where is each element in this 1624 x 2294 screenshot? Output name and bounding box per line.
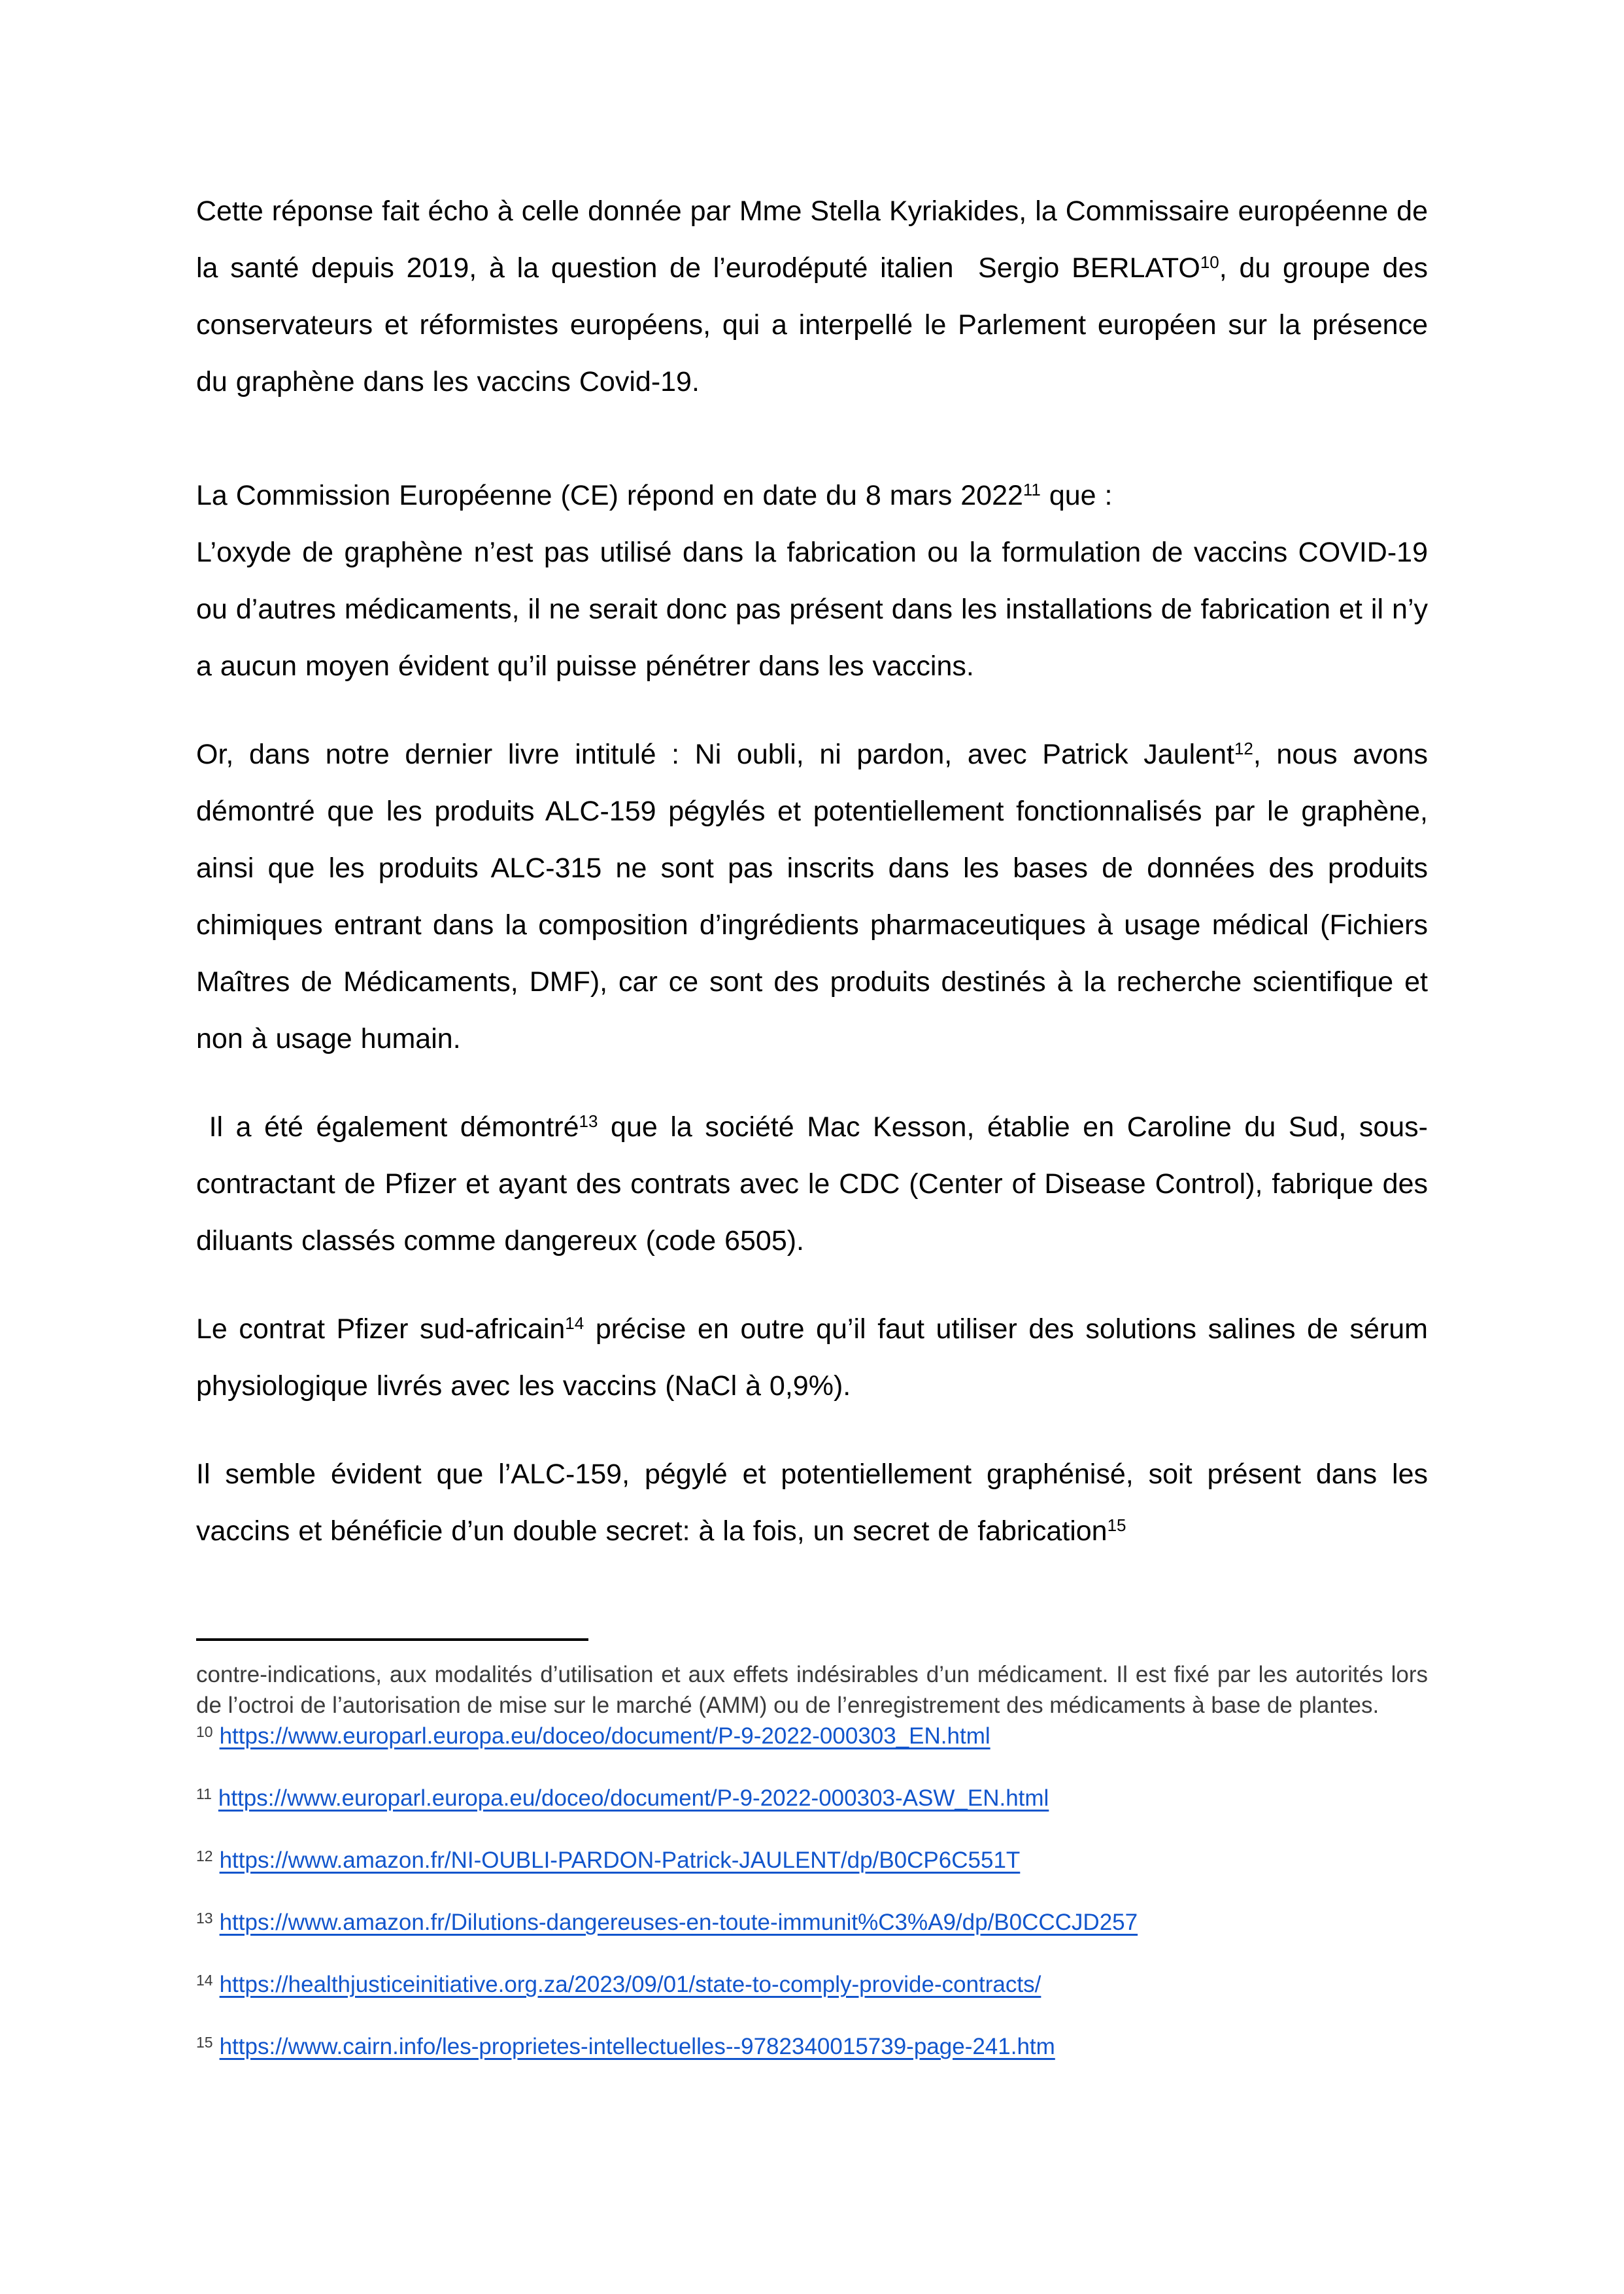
footnote-item-15 bbox=[196, 2031, 1428, 2062]
footnote-ref-10: 10 bbox=[1200, 252, 1219, 272]
footnote-link-15[interactable]: https://www.cairn.info/les-proprietes-intellectuelles--9782340015739-page-241.htm bbox=[219, 2034, 1055, 2059]
footnote-item-14 bbox=[196, 1969, 1428, 2000]
footnote-ref-15: 15 bbox=[1107, 1515, 1126, 1535]
footnote-item-12 bbox=[196, 1845, 1428, 1876]
footnote-link-12[interactable]: https://www.amazon.fr/NI-OUBLI-PARDON-Patrick-JAULENT/dp/B0CP6C551T bbox=[219, 1847, 1021, 1873]
footnote-number: 13 bbox=[196, 1909, 213, 1927]
footnote-item-10 bbox=[196, 1721, 1428, 1751]
paragraph-6-text: Il semble évident que l’ALC-159, pégylé et potentiellement graphénisé, soit présent dans les vaccins et bénéficie d’un double secret: à la fois, un secret de fabrication bbox=[196, 1459, 1428, 1547]
footnote-section bbox=[196, 1638, 1428, 2062]
footnote-number: 14 bbox=[196, 1971, 213, 1989]
paragraph-4 bbox=[196, 1099, 1428, 1270]
paragraph-5-text: Le contrat Pfizer sud-africain bbox=[196, 1313, 566, 1345]
paragraph-5 bbox=[196, 1301, 1428, 1415]
footnote-ref-12: 12 bbox=[1234, 738, 1253, 758]
paragraph-1-text: , du groupe des conservateurs et réformistes européens, qui a interpellé le Parlement européen sur la présence du graphène dans les vaccins Covid-19. bbox=[196, 252, 1428, 397]
footnote-separator bbox=[196, 1638, 588, 1641]
paragraph-1 bbox=[196, 183, 1428, 411]
footnote-continuation: contre-indications, aux modalités d’utilisation et aux effets indésirables d’un médicament. Il est fixé par les autorités lors de l’octroi de l’autorisation de mise sur le marché (AMM) ou de l’enregistrement des médicaments à base de plantes. bbox=[196, 1662, 1428, 1718]
paragraph-4-text: que la société Mac Kesson, établie en Caroline du Sud, sous-contractant de Pfizer et ayant des contrats avec le CDC (Center of Disease Control), fabrique des diluants classés comme dangereux (code 6505). bbox=[196, 1111, 1428, 1257]
footnote-ref-13: 13 bbox=[579, 1111, 598, 1131]
paragraph-6 bbox=[196, 1446, 1428, 1560]
footnote-ref-14: 14 bbox=[565, 1313, 584, 1333]
footnote-item-11 bbox=[196, 1783, 1428, 1813]
footnote-number: 11 bbox=[196, 1785, 212, 1802]
footnote-ref-11: 11 bbox=[1023, 479, 1041, 499]
footnote-link-13[interactable]: https://www.amazon.fr/Dilutions-dangereuses-en-toute-immunit%C3%A9/dp/B0CCCJD257 bbox=[219, 1910, 1138, 1935]
paragraph-5-text: précise en outre qu’il faut utiliser des solutions salines de sérum physiologique livrés avec les vaccins (NaCl à 0,9%). bbox=[196, 1313, 1428, 1402]
paragraph-3-text: Or, dans notre dernier livre intitulé : Ni oubli, ni pardon, avec Patrick Jaulent bbox=[196, 739, 1234, 770]
paragraph-2-text: L’oxyde de graphène n’est pas utilisé dans la fabrication ou la formulation de vaccins COVID-19 ou d’autres médicaments, il ne serait donc pas présent dans les installations de fabrication et il n’y a aucun moyen évident qu’il puisse pénétrer dans les vaccins. bbox=[196, 537, 1428, 682]
footnote-link-10[interactable]: https://www.europarl.europa.eu/doceo/document/P-9-2022-000303_EN.html bbox=[219, 1723, 990, 1749]
footnote-item-13 bbox=[196, 1907, 1428, 1938]
paragraph-2-text: La Commission Européenne (CE) répond en date du 8 mars 2022 bbox=[196, 480, 1023, 511]
body-text bbox=[196, 183, 1428, 1591]
footnote-number: 10 bbox=[196, 1723, 213, 1740]
paragraph-2 bbox=[196, 467, 1428, 695]
paragraph-3-text: , nous avons démontré que les produits ALC-159 pégylés et potentiellement fonctionnalisés par le graphène, ainsi que les produits ALC-315 ne sont pas inscrits dans les bases de données des produits chimiques entrant dans la composition d’ingrédients pharmaceutiques à usage médical (Fichiers Maîtres de Médicaments, DMF), car ce sont des produits destinés à la recherche scientifique et non à usage humain. bbox=[196, 739, 1429, 1054]
footnote-link-14[interactable]: https://healthjusticeinitiative.org.za/2023/09/01/state-to-comply-provide-contracts/ bbox=[219, 1972, 1041, 1997]
footnote-number: 12 bbox=[196, 1847, 213, 1864]
paragraph-3 bbox=[196, 726, 1428, 1068]
footnote-number: 15 bbox=[196, 2033, 213, 2051]
paragraph-1-text: Cette réponse fait écho à celle donnée par Mme Stella Kyriakides, la Commissaire européenne de la santé depuis 2019, à la question de l’eurodéputé italien Sergio BERLATO bbox=[196, 195, 1428, 284]
paragraph-2-text: que : bbox=[1040, 480, 1113, 511]
footnote-link-11[interactable]: https://www.europarl.europa.eu/doceo/document/P-9-2022-000303-ASW_EN.html bbox=[218, 1785, 1049, 1811]
paragraph-4-text: Il a été également démontré bbox=[196, 1111, 579, 1143]
